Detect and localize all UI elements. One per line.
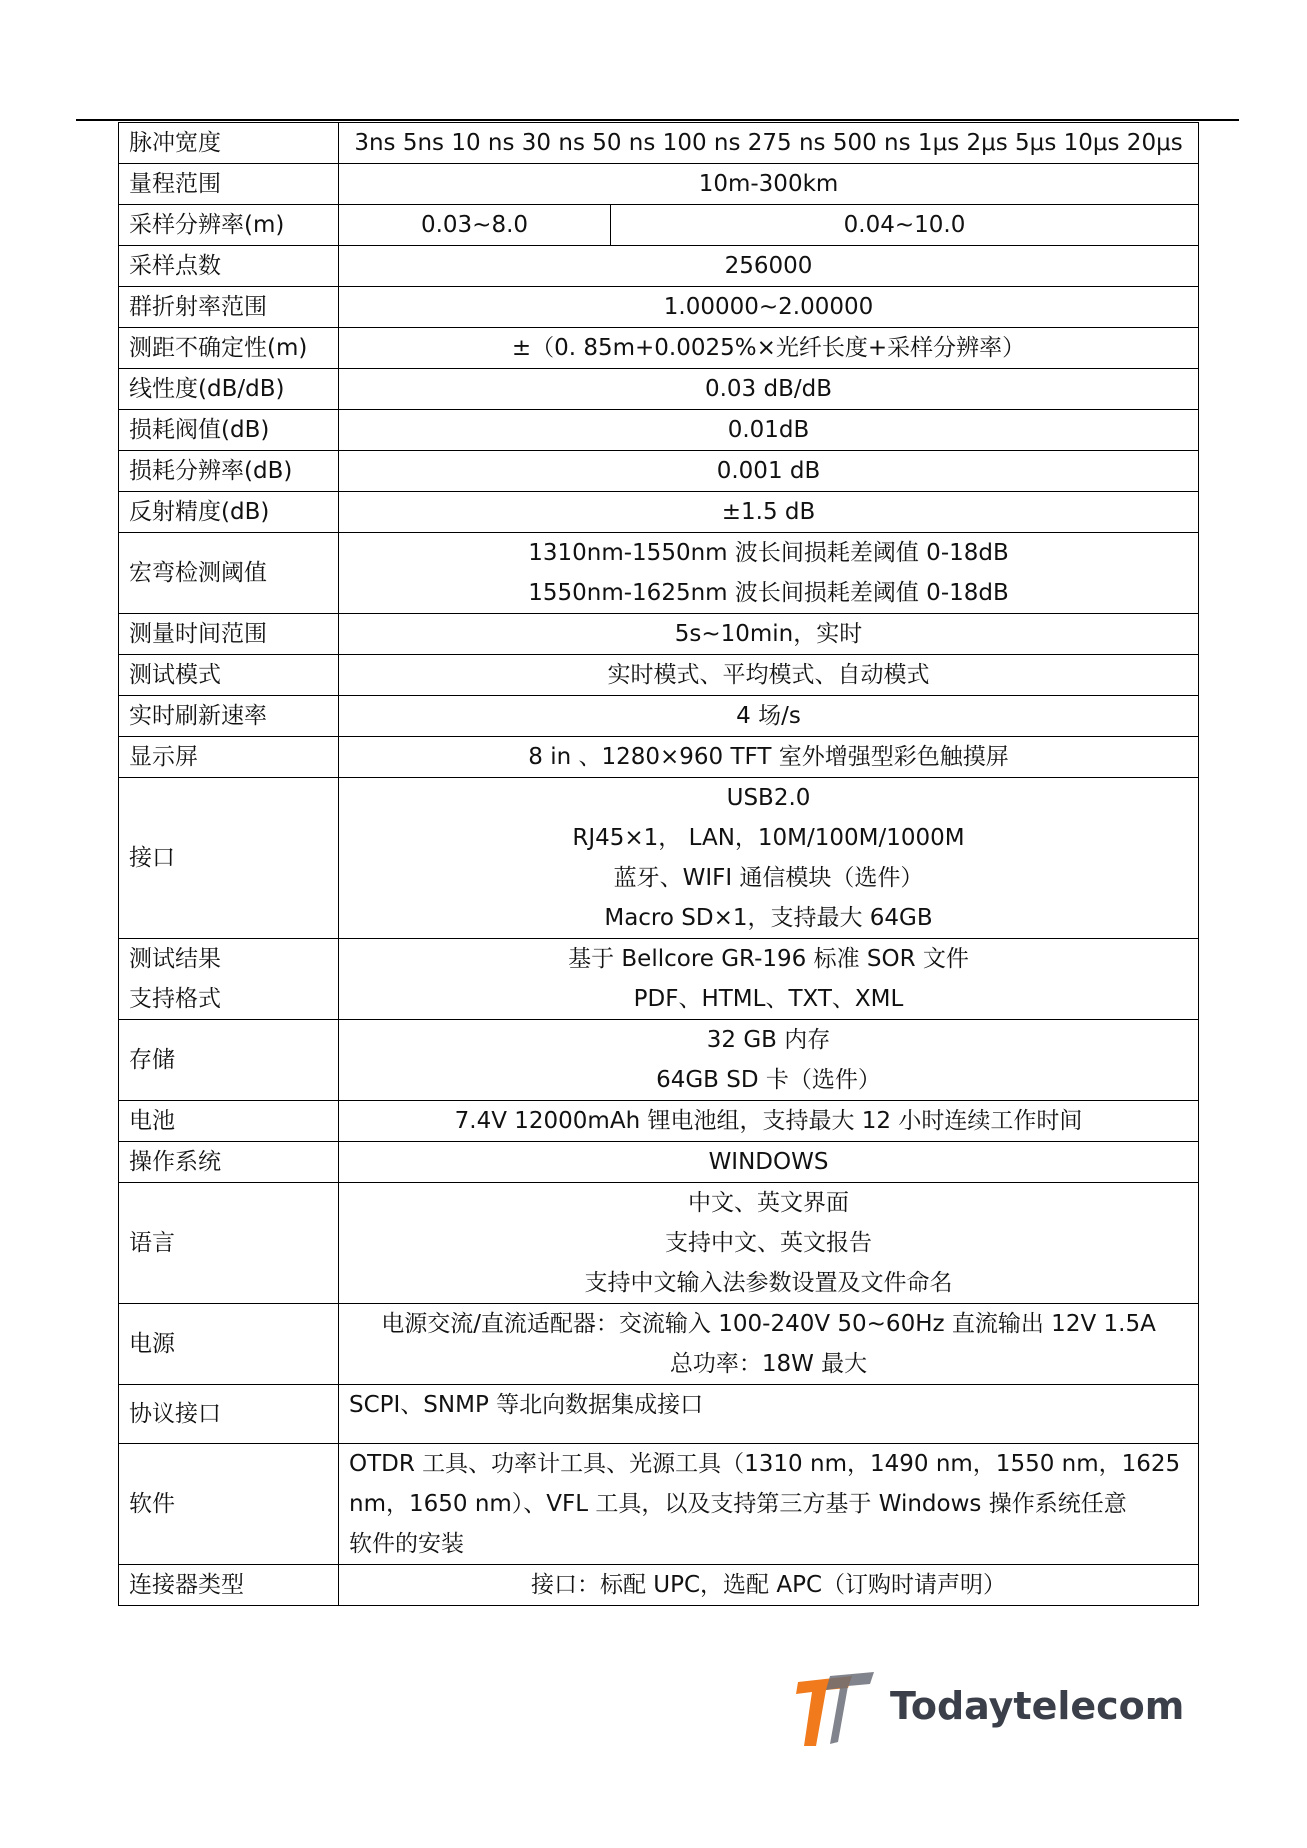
table-row bbox=[119, 778, 1199, 939]
row-label: 连接器类型 bbox=[119, 1565, 339, 1606]
row-label: 采样点数 bbox=[119, 246, 339, 287]
row-label: 测试模式 bbox=[119, 655, 339, 696]
row-label: 反射精度(dB) bbox=[119, 492, 339, 533]
value-line: 总功率：18W 最大 bbox=[669, 1351, 868, 1377]
row-value bbox=[339, 533, 1199, 614]
row-value: 4 场/s bbox=[339, 696, 1199, 737]
row-label: 损耗阀值(dB) bbox=[119, 410, 339, 451]
row-label: 显示屏 bbox=[119, 737, 339, 778]
table-row bbox=[119, 1385, 1199, 1444]
row-value: 0.001 dB bbox=[339, 451, 1199, 492]
row-value: ±1.5 dB bbox=[339, 492, 1199, 533]
row-label: 线性度(dB/dB) bbox=[119, 369, 339, 410]
table-row bbox=[119, 1304, 1199, 1385]
table-row bbox=[119, 1142, 1199, 1183]
row-value bbox=[339, 1183, 1199, 1304]
row-label: 存储 bbox=[119, 1020, 339, 1101]
row-value: 1.00000~2.00000 bbox=[339, 287, 1199, 328]
row-label bbox=[119, 939, 339, 1020]
row-label: 采样分辨率(m) bbox=[119, 205, 339, 246]
logo-mark-icon bbox=[790, 1672, 880, 1752]
row-value: 0.01dB bbox=[339, 410, 1199, 451]
row-value: 8 in 、1280×960 TFT 室外增强型彩色触摸屏 bbox=[339, 737, 1199, 778]
table-row bbox=[119, 939, 1199, 1020]
logo-text: Todaytelecom bbox=[890, 1684, 1185, 1728]
table-row bbox=[119, 410, 1199, 451]
value-line: 蓝牙、WIFI 通信模块（选件） bbox=[613, 865, 924, 891]
value-line: 64GB SD 卡（选件） bbox=[656, 1067, 881, 1093]
row-value bbox=[339, 1444, 1199, 1565]
row-value: SCPI、SNMP 等北向数据集成接口 bbox=[339, 1385, 1199, 1444]
row-label: 语言 bbox=[119, 1183, 339, 1304]
row-label: 量程范围 bbox=[119, 164, 339, 205]
table-row bbox=[119, 369, 1199, 410]
table-row bbox=[119, 737, 1199, 778]
value-line: 基于 Bellcore GR-196 标准 SOR 文件 bbox=[568, 946, 969, 972]
value-line: Macro SD×1，支持最大 64GB bbox=[604, 905, 933, 931]
spec-table bbox=[118, 122, 1199, 1606]
value-line: 电源交流/直流适配器：交流输入 100-240V 50~60Hz 直流输出 12V 1.5A bbox=[381, 1311, 1156, 1337]
row-value: 10m-300km bbox=[339, 164, 1199, 205]
table-row bbox=[119, 614, 1199, 655]
row-value: 0.03~8.0 bbox=[339, 205, 611, 246]
row-value bbox=[339, 778, 1199, 939]
value-line: 32 GB 内存 bbox=[706, 1027, 831, 1053]
value-line: 支持中文输入法参数设置及文件命名 bbox=[584, 1270, 953, 1296]
label-line: 支持格式 bbox=[129, 986, 221, 1012]
row-label: 电池 bbox=[119, 1101, 339, 1142]
row-label: 宏弯检测阈值 bbox=[119, 533, 339, 614]
row-label: 脉冲宽度 bbox=[119, 123, 339, 164]
row-label: 实时刷新速率 bbox=[119, 696, 339, 737]
label-line: 测试结果 bbox=[129, 946, 221, 972]
value-line: 中文、英文界面 bbox=[688, 1190, 849, 1216]
row-value: ±（0. 85m+0.0025%×光纤长度+采样分辨率） bbox=[339, 328, 1199, 369]
row-value: WINDOWS bbox=[339, 1142, 1199, 1183]
row-value: 0.04~10.0 bbox=[611, 205, 1199, 246]
row-label: 操作系统 bbox=[119, 1142, 339, 1183]
table-row bbox=[119, 123, 1199, 164]
table-row bbox=[119, 328, 1199, 369]
value-line: 软件的安装 bbox=[349, 1531, 464, 1557]
row-value: 256000 bbox=[339, 246, 1199, 287]
table-row bbox=[119, 205, 1199, 246]
table-row bbox=[119, 1020, 1199, 1101]
row-label: 群折射率范围 bbox=[119, 287, 339, 328]
table-row bbox=[119, 1183, 1199, 1304]
row-value bbox=[339, 939, 1199, 1020]
row-label: 损耗分辨率(dB) bbox=[119, 451, 339, 492]
value-line: OTDR 工具、功率计工具、光源工具（1310 nm，1490 nm，1550 nm，1625 bbox=[349, 1451, 1181, 1477]
row-value: 7.4V 12000mAh 锂电池组，支持最大 12 小时连续工作时间 bbox=[339, 1101, 1199, 1142]
table-row bbox=[119, 1101, 1199, 1142]
todaytelecom-logo bbox=[790, 1672, 1190, 1752]
row-value: 实时模式、平均模式、自动模式 bbox=[339, 655, 1199, 696]
value-line: RJ45×1， LAN，10M/100M/1000M bbox=[572, 825, 965, 851]
table-row bbox=[119, 1565, 1199, 1606]
value-line: nm，1650 nm）、VFL 工具，以及支持第三方基于 Windows 操作系统任意 bbox=[349, 1491, 1127, 1517]
table-row bbox=[119, 696, 1199, 737]
table-row bbox=[119, 451, 1199, 492]
table-row bbox=[119, 287, 1199, 328]
table-row bbox=[119, 246, 1199, 287]
row-label: 协议接口 bbox=[119, 1385, 339, 1444]
row-value: 5s~10min，实时 bbox=[339, 614, 1199, 655]
row-value: 0.03 dB/dB bbox=[339, 369, 1199, 410]
table-row bbox=[119, 533, 1199, 614]
value-line: 1550nm-1625nm 波长间损耗差阈值 0-18dB bbox=[528, 580, 1009, 606]
row-value: 3ns 5ns 10 ns 30 ns 50 ns 100 ns 275 ns 500 ns 1μs 2μs 5μs 10μs 20μs bbox=[339, 123, 1199, 164]
row-label: 电源 bbox=[119, 1304, 339, 1385]
row-value bbox=[339, 1304, 1199, 1385]
table-row bbox=[119, 1444, 1199, 1565]
value-line: USB2.0 bbox=[726, 785, 811, 811]
row-value: 接口：标配 UPC，选配 APC（订购时请声明） bbox=[339, 1565, 1199, 1606]
header-rule bbox=[76, 119, 1239, 121]
value-line: 1310nm-1550nm 波长间损耗差阈值 0-18dB bbox=[528, 540, 1009, 566]
row-value bbox=[339, 1020, 1199, 1101]
table-row bbox=[119, 492, 1199, 533]
row-label: 测量时间范围 bbox=[119, 614, 339, 655]
row-label: 软件 bbox=[119, 1444, 339, 1565]
table-row bbox=[119, 655, 1199, 696]
row-label: 接口 bbox=[119, 778, 339, 939]
value-line: PDF、HTML、TXT、XML bbox=[633, 986, 904, 1012]
row-label: 测距不确定性(m) bbox=[119, 328, 339, 369]
value-line: 支持中文、英文报告 bbox=[665, 1230, 872, 1256]
table-row bbox=[119, 164, 1199, 205]
